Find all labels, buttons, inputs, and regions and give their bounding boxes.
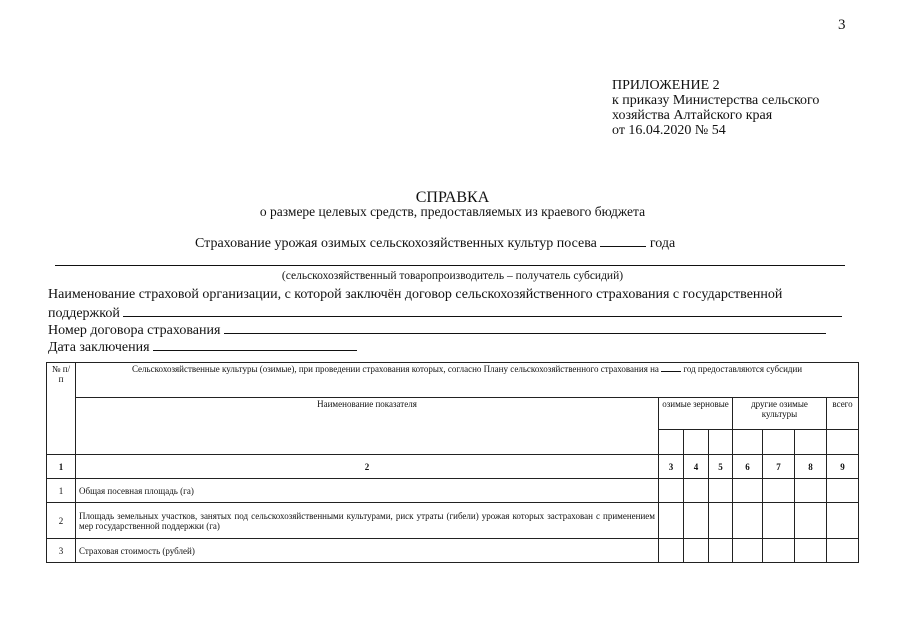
value-cell[interactable] [684, 479, 709, 503]
row-number-header: № п/п [47, 363, 76, 455]
column-number: 5 [709, 455, 733, 479]
row-label: Общая посевная площадь (га) [76, 479, 659, 503]
crop-name-cell[interactable] [795, 430, 827, 455]
value-cell[interactable] [659, 479, 684, 503]
value-cell[interactable] [827, 539, 859, 563]
value-cell[interactable] [827, 503, 859, 539]
winter-grain-header: озимые зерновые [659, 398, 733, 430]
value-cell[interactable] [659, 539, 684, 563]
producer-caption: (сельскохозяйственный товаропроизводитель – получатель субсидий) [281, 270, 624, 282]
table-row [47, 503, 859, 539]
crops-header [76, 363, 859, 398]
table-row [47, 539, 859, 563]
insurance-line-text: Страхование урожая озимых сельскохозяйственных культур посева [195, 236, 597, 251]
value-cell[interactable] [795, 539, 827, 563]
value-cell[interactable] [709, 503, 733, 539]
date-field [48, 338, 357, 356]
row-number: 2 [47, 503, 76, 539]
value-cell[interactable] [684, 539, 709, 563]
appendix-title: ПРИЛОЖЕНИЕ 2 [612, 78, 720, 93]
indicator-header: Наименование показателя [76, 398, 659, 455]
insurance-line-year: года [649, 236, 676, 251]
row-number: 3 [47, 539, 76, 563]
crop-name-cell[interactable] [659, 430, 684, 455]
date-fill-line[interactable] [153, 338, 357, 351]
value-cell[interactable] [763, 479, 795, 503]
appendix-ministry-line: хозяйства Алтайского края [612, 108, 773, 123]
document-title: СПРАВКА [415, 189, 490, 206]
value-cell[interactable] [733, 539, 763, 563]
value-cell[interactable] [763, 503, 795, 539]
column-number: 1 [47, 455, 76, 479]
value-cell[interactable] [795, 479, 827, 503]
crop-name-cell[interactable] [684, 430, 709, 455]
appendix-order-line: к приказу Министерства сельского [612, 93, 820, 108]
insurance-line [195, 236, 675, 252]
subsidy-table [46, 362, 859, 563]
row-number: 1 [47, 479, 76, 503]
value-cell[interactable] [733, 479, 763, 503]
value-cell[interactable] [763, 539, 795, 563]
value-cell[interactable] [733, 503, 763, 539]
insurer-fill-line[interactable] [123, 304, 842, 317]
insurer-field-label: Наименование страховой организации, с которой заключён договор сельскохозяйственного страхования с государственной [48, 287, 783, 302]
page-number: 3 [838, 17, 846, 33]
appendix-date-line: от 16.04.2020 № 54 [612, 123, 726, 138]
table-row [47, 479, 859, 503]
value-cell[interactable] [795, 503, 827, 539]
column-number: 4 [684, 455, 709, 479]
year-blank[interactable] [600, 245, 646, 247]
crops-header-text: Сельскохозяйственные культуры (озимые), при проведении страхования которых, согласно Плану сельскохозяйственного страхования на [131, 364, 659, 374]
producer-fill-line[interactable] [55, 265, 845, 266]
crop-name-cell[interactable] [709, 430, 733, 455]
row-label: Площадь земельных участков, занятых под сельскохозяйственными культурами, риск утраты (гибели) урожая которых застрахован с применением мер государственной поддержки (га) [76, 503, 659, 539]
column-number: 6 [733, 455, 763, 479]
column-number: 2 [76, 455, 659, 479]
value-cell[interactable] [827, 479, 859, 503]
insurer-field-label-cont: поддержкой [48, 306, 120, 321]
column-number: 8 [795, 455, 827, 479]
plan-year-blank[interactable] [661, 370, 681, 372]
column-number: 9 [827, 455, 859, 479]
value-cell[interactable] [709, 539, 733, 563]
crop-name-cell[interactable] [733, 430, 763, 455]
appendix-block [612, 78, 819, 138]
value-cell[interactable] [684, 503, 709, 539]
row-label: Страховая стоимость (рублей) [76, 539, 659, 563]
value-cell[interactable] [709, 479, 733, 503]
crop-name-cell[interactable] [763, 430, 795, 455]
column-number: 7 [763, 455, 795, 479]
total-header: всего [827, 398, 859, 430]
insurer-field-line [48, 304, 842, 322]
crops-header-text-end: год предоставляются субсидии [683, 364, 803, 374]
value-cell[interactable] [659, 503, 684, 539]
column-number: 3 [659, 455, 684, 479]
date-field-label: Дата заключения [48, 340, 150, 355]
contract-field-label: Номер договора страхования [48, 323, 221, 338]
crop-name-cell[interactable] [827, 430, 859, 455]
other-winter-header: другие озимые культуры [733, 398, 827, 430]
contract-fill-line[interactable] [224, 321, 826, 334]
document-subtitle: о размере целевых средств, предоставляемых из краевого бюджета [259, 204, 646, 219]
contract-field [48, 321, 826, 339]
